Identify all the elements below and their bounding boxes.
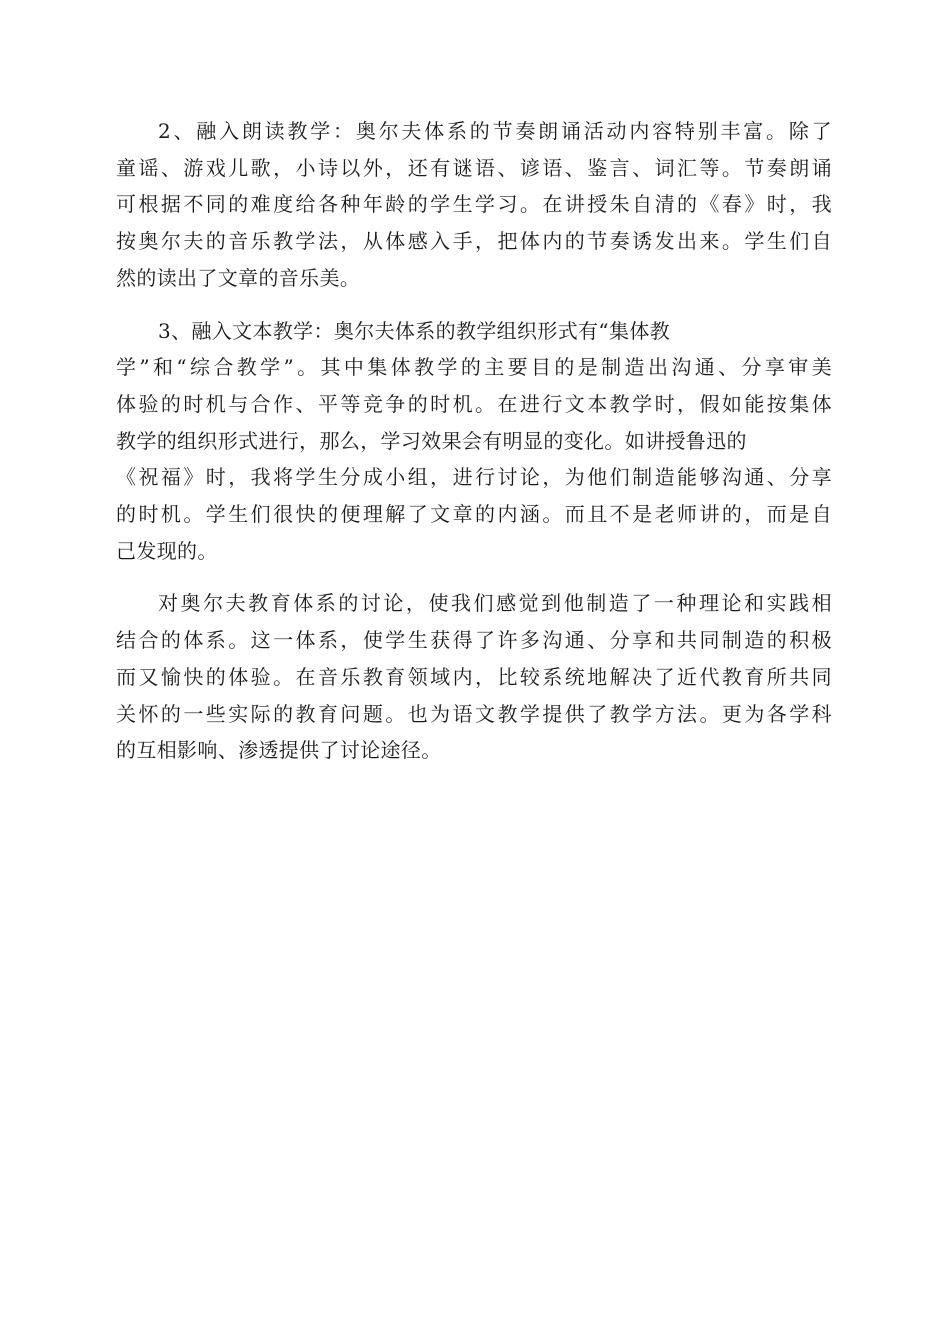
paragraph-line: 《祝福》时，我将学生分成小组，进行讨论，为他们制造能够沟通、分享: [116, 465, 832, 490]
paragraph-line: 童谣、游戏儿歌，小诗以外，还有谜语、谚语、鉴言、词汇等。节奏朗诵: [116, 155, 832, 180]
paragraph-spacer: [116, 569, 832, 585]
paragraph-text-teaching: [116, 313, 832, 570]
paragraph-line: 教学的组织形式进行，那么，学习效果会有明显的变化。如讲授鲁迅的: [116, 428, 747, 453]
paragraph-line: 的互相影响、渗透提供了讨论途径。: [116, 738, 442, 763]
paragraph-spacer: [116, 297, 832, 313]
paragraph-line: 按奥尔夫的音乐教学法，从体感入手，把体内的节奏诱发出来。学生们自: [116, 229, 832, 254]
paragraph-line: 学”和“综合教学”。其中集体教学的主要目的是制造出沟通、分享审美: [116, 355, 832, 380]
paragraph-line: 3、融入文本教学：奥尔夫体系的教学组织形式有“集体教: [158, 318, 671, 343]
paragraph-line: 而又愉快的体验。在音乐教育领域内，比较系统地解决了近代教育所共同: [116, 664, 832, 689]
paragraph-line: 对奥尔夫教育体系的讨论，使我们感觉到他制造了一种理论和实践相: [158, 591, 832, 616]
paragraph-line: 己发现的。: [116, 538, 218, 563]
paragraph-line: 关怀的一些实际的教育问题。也为语文教学提供了教学方法。更为各学科: [116, 701, 832, 726]
paragraph-line: 结合的体系。这一体系，使学生获得了许多沟通、分享和共同制造的积极: [116, 628, 832, 653]
paragraph-conclusion: [116, 585, 832, 769]
paragraph-line: 体验的时机与合作、平等竞争的时机。在进行文本教学时，假如能按集体: [116, 391, 832, 416]
paragraph-line: 的时机。学生们很快的便理解了文章的内涵。而且不是老师讲的，而是自: [116, 502, 832, 527]
paragraph-line: 可根据不同的难度给各种年龄的学生学习。在讲授朱自清的《春》时，我: [116, 192, 832, 217]
paragraph-line: 2、融入朗读教学：奥尔夫体系的节奏朗诵活动内容特别丰富。除了: [158, 119, 832, 143]
paragraph-reading-teaching: [116, 113, 832, 297]
document-body: [116, 113, 832, 769]
paragraph-line: 然的读出了文章的音乐美。: [116, 265, 361, 290]
